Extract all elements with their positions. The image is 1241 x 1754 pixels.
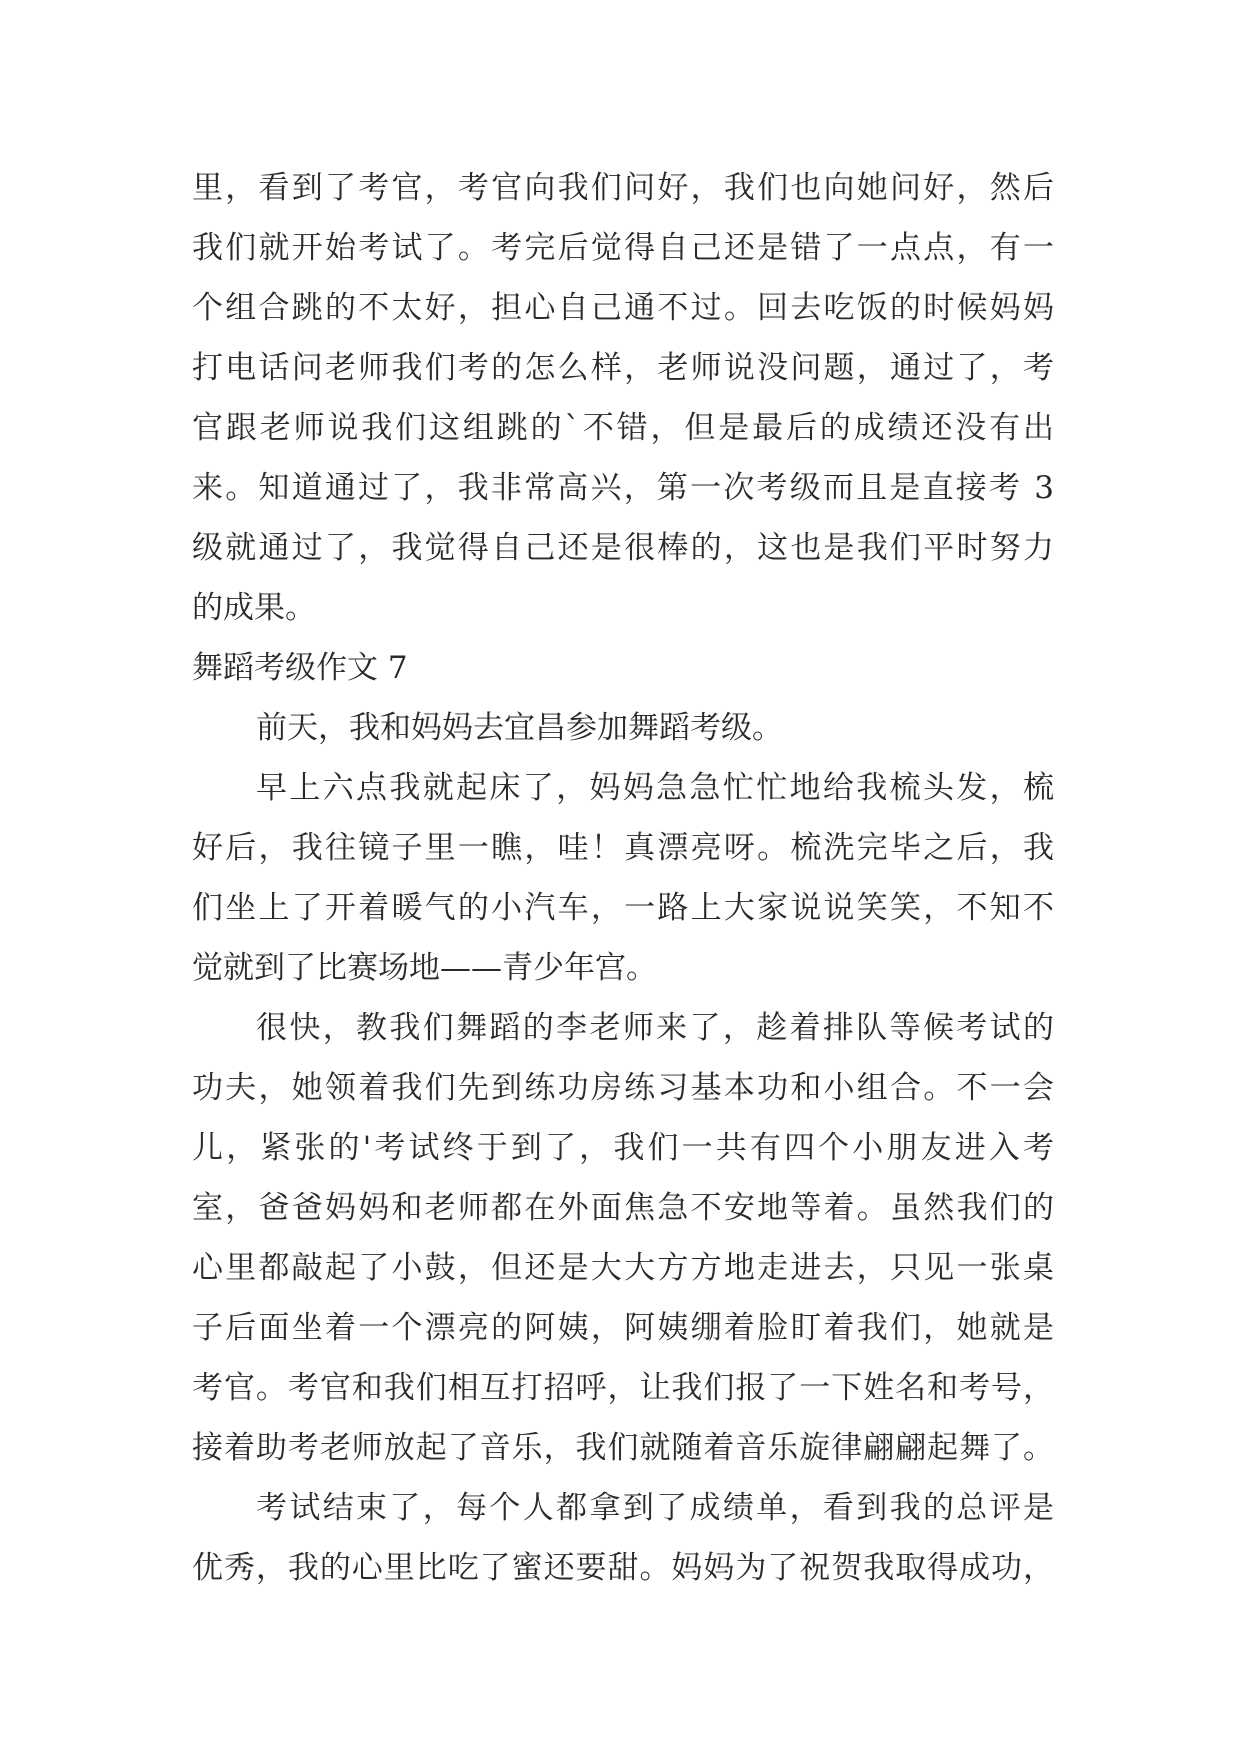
text-line: 优秀，我的心里比吃了蜜还要甜。妈妈为了祝贺我取得成功， (192, 1550, 1054, 1586)
text-line: 官跟老师说我们这组跳的`不错，但是最后的成绩还没有出 (192, 410, 1054, 446)
text-line: 接着助考老师放起了音乐，我们就随着音乐旋律翩翩起舞了。 (192, 1430, 1054, 1466)
text-line: 好后，我往镜子里一瞧，哇！真漂亮呀。梳洗完毕之后，我 (192, 830, 1054, 866)
text-line: 觉就到了比赛场地——青少年宫。 (192, 950, 657, 986)
text-line: 很快，教我们舞蹈的李老师来了，趁着排队等候考试的 (256, 1010, 1054, 1046)
text-line: 我们就开始考试了。考完后觉得自己还是错了一点点，有一 (192, 230, 1054, 266)
paragraph (192, 758, 1054, 998)
paragraph (192, 1478, 1054, 1598)
text-line: 来。知道通过了，我非常高兴，第一次考级而且是直接考 3 (192, 470, 1054, 506)
text-line: 早上六点我就起床了，妈妈急急忙忙地给我梳头发，梳 (256, 770, 1054, 806)
paragraph (192, 998, 1054, 1478)
text-line: 个组合跳的不太好，担心自己通不过。回去吃饭的时候妈妈 (192, 290, 1054, 326)
text-line: 考试结束了，每个人都拿到了成绩单，看到我的总评是 (256, 1490, 1054, 1526)
text-line: 考官。考官和我们相互打招呼，让我们报了一下姓名和考号， (192, 1370, 1054, 1406)
document-body (192, 158, 1054, 1598)
text-line: 打电话问老师我们考的怎么样，老师说没问题，通过了，考 (192, 350, 1054, 386)
text-line: 级就通过了，我觉得自己还是很棒的，这也是我们平时努力 (192, 530, 1054, 566)
text-line: 室，爸爸妈妈和老师都在外面焦急不安地等着。虽然我们的 (192, 1190, 1054, 1226)
text-line: 功夫，她领着我们先到练功房练习基本功和小组合。不一会 (192, 1070, 1054, 1106)
paragraph-continuation (192, 158, 1054, 638)
text-line: 心里都敲起了小鼓，但还是大大方方地走进去，只见一张桌 (192, 1250, 1054, 1286)
text-line: 里，看到了考官，考官向我们问好，我们也向她问好，然后 (192, 170, 1054, 206)
text-line: 儿，紧张的'考试终于到了，我们一共有四个小朋友进入考 (192, 1130, 1054, 1166)
text-line: 们坐上了开着暖气的小汽车，一路上大家说说笑笑，不知不 (192, 890, 1054, 926)
section-heading: 舞蹈考级作文 7 (192, 650, 408, 686)
text-line: 前天，我和妈妈去宜昌参加舞蹈考级。 (256, 710, 783, 746)
text-line: 的成果。 (192, 590, 316, 626)
paragraph (192, 698, 1054, 758)
text-line: 子后面坐着一个漂亮的阿姨，阿姨绷着脸盯着我们，她就是 (192, 1310, 1054, 1346)
